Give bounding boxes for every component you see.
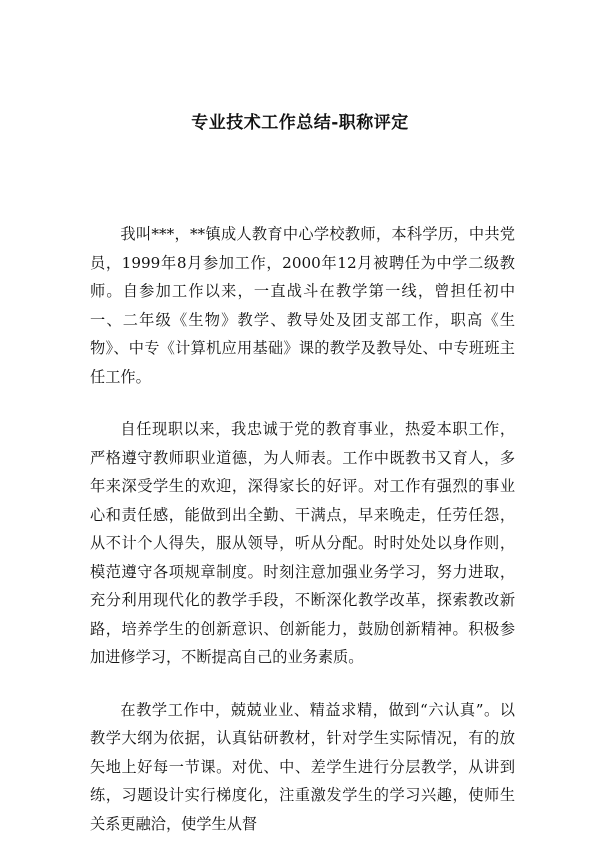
document-body [90,220,515,862]
paragraph-intro: 我叫***，**镇成人教育中心学校教师，本科学历，中共党员，1999年8月参加工作，2000年12月被聘任为中学二级教师。自参加工作以来，一直战斗在教学第一线，曾担任初中一、二年级《生物》教学、教导处及团支部工作，职高《生物》、中专《计算机应用基础》课的教学及教导处、中专班班主任工作。 [90,225,515,386]
paragraph-teaching: 在教学工作中，兢兢业业、精益求精，做到“六认真”。以教学大纲为依据，认真钻研教材，针对学生实际情况，有的放矢地上好每一节课。对优、中、差学生进行分层教学，从讲到练，习题设计实行梯度化，注重激发学生的学习兴趣，使师生关系更融洽，使学生从督 [90,700,515,833]
paragraph-conduct: 自任现职以来，我忠诚于党的教育事业，热爱本职工作，严格遵守教师职业道德，为人师表。工作中既教书又育人，多年来深受学生的欢迎，深得家长的好评。对工作有强烈的事业心和责任感，能做到出全勤、干满点，早来晚走，任劳任怨，从不计个人得失，服从领导，听从分配。时时处处以身作则，模范遵守各项规章制度。时刻注意加强业务学习，努力进取，充分利用现代化的教学手段，不断深化教学改革，探索教改新路，培养学生的创新意识、创新能力，鼓励创新精神。积极参加进修学习，不断提高自己的业务素质。 [90,420,515,666]
document-title: 专业技术工作总结-职称评定 [191,113,409,133]
